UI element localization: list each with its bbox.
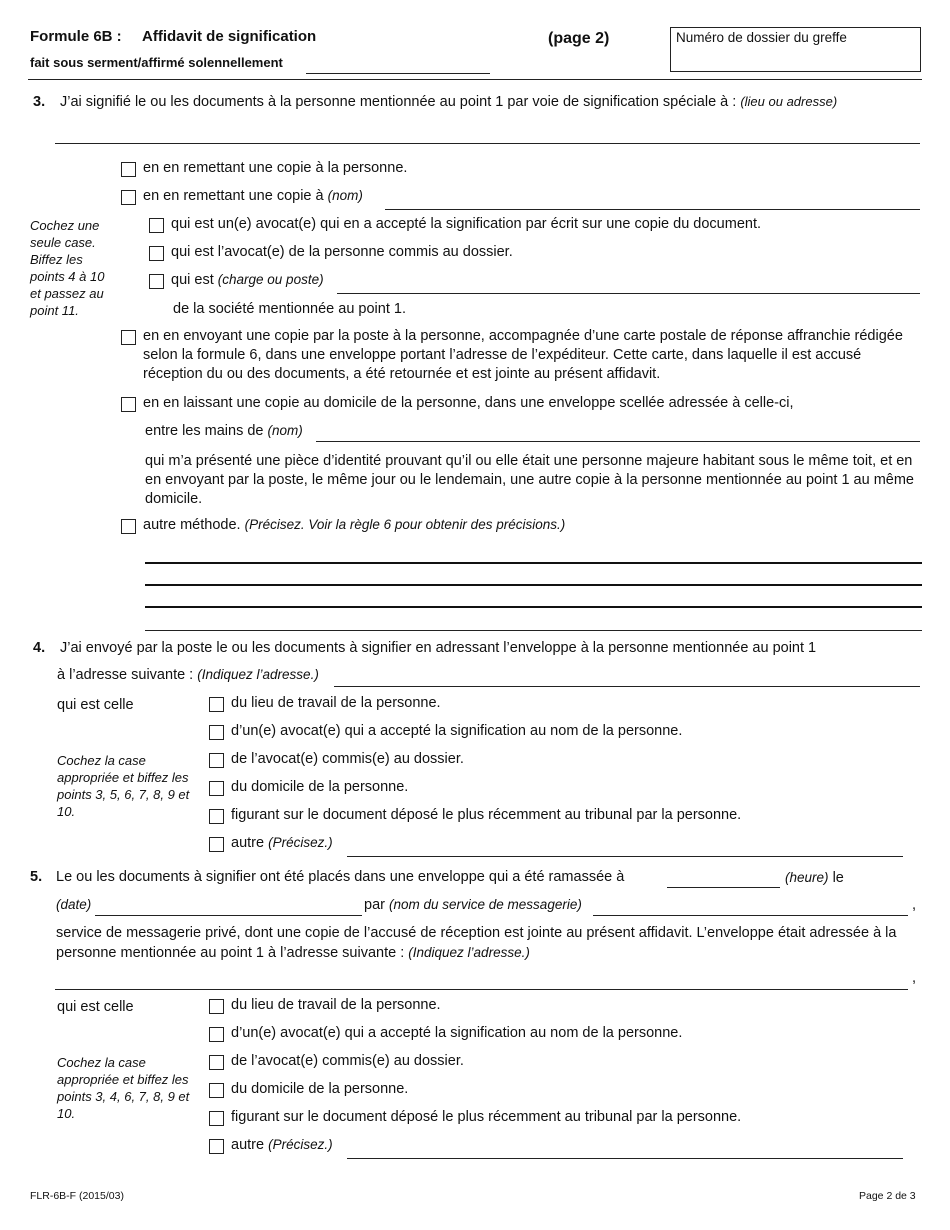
other-method-line-4[interactable] — [145, 630, 922, 631]
checkbox-s5-other[interactable] — [209, 1139, 224, 1154]
section-3-number: 3. — [33, 94, 46, 110]
section-5-address-line[interactable] — [55, 989, 908, 990]
checkbox-s5-lawyer-of-record[interactable] — [209, 1055, 224, 1070]
section-4-address-label: à l’adresse suivante : (Indiquez l’adresse.) — [57, 667, 319, 683]
s4-other-line[interactable] — [347, 856, 903, 857]
section-5-number: 5. — [30, 869, 43, 885]
home-service-paragraph: qui m’a présenté une pièce d’identité prouvant qu’il ou elle était une personne majeure habitant sous le même toit, et en en envoyant par la poste, le même jour ou le lendemain, une autre copie à la personne mentionnée au point 1 au même domicile. — [145, 453, 914, 507]
pickup-hour-line[interactable] — [667, 887, 780, 888]
s4-option-lawyer-accepted: d’un(e) avocat(e) qui a accepté la signification au nom de la personne. — [231, 723, 683, 739]
s5-option-home: du domicile de la personne. — [231, 1081, 409, 1097]
checkbox-s4-workplace[interactable] — [209, 697, 224, 712]
courier-label: par (nom du service de messagerie) — [364, 897, 582, 913]
section-4-side-note: Cochez la case appropriée et biffez les points 3, 5, 6, 7, 8, 9 et 10. — [57, 753, 190, 819]
form-code: FLR-6B-F (2015/03) — [30, 1190, 124, 1202]
section-4-number: 4. — [33, 640, 46, 656]
sub-option-lawyer-accepted: qui est un(e) avocat(e) qui en a accepté la signification par écrit sur une copie du document. — [171, 216, 762, 232]
option-service-to-name: en en remettant une copie à (nom) — [143, 188, 363, 204]
court-file-number-label: Numéro de dossier du greffe — [676, 30, 847, 45]
form-number: Formule 6B : — [30, 28, 122, 45]
checkbox-mail-service[interactable] — [121, 330, 136, 345]
checkbox-personal-service[interactable] — [121, 162, 136, 177]
checkbox-s4-last-filed[interactable] — [209, 809, 224, 824]
position-line[interactable] — [337, 293, 920, 294]
s5-option-last-filed: figurant sur le document déposé le plus récemment au tribunal par la personne. — [231, 1109, 742, 1125]
address-comma: , — [912, 970, 917, 986]
checkbox-s5-workplace[interactable] — [209, 999, 224, 1014]
sub-option-lawyer-of-record: qui est l’avocat(e) de la personne commis au dossier. — [171, 244, 513, 260]
form-title: Affidavit de signification — [142, 28, 317, 45]
s5-other-line[interactable] — [347, 1158, 903, 1159]
option-other-method: autre méthode. (Précisez. Voir la règle 6 pour obtenir des précisions.) — [143, 517, 566, 533]
option-mail-service: en en envoyant une copie par la poste à la personne, accompagnée d’une carte postale de réponse affranchie rédigée selon la formule 6, dans une enveloppe portant l’adresse de l’expéditeur. Cette carte, dans laquelle il est accusé réception du ou des documents, a été retournée et est jointe au présent affidavit. — [143, 328, 903, 382]
service-place-line[interactable] — [55, 143, 920, 144]
section-5-which-is: qui est celle — [57, 999, 134, 1015]
s5-option-other: autre (Précisez.) — [231, 1137, 333, 1153]
s4-option-last-filed: figurant sur le document déposé le plus récemment au tribunal par la personne. — [231, 807, 742, 823]
home-hands-name-line[interactable] — [316, 441, 920, 442]
section-5-intro: Le ou les documents à signifier ont été placés dans une enveloppe qui a été ramassée à — [56, 869, 625, 885]
option-home-service: en en laissant une copie au domicile de la personne, dans une enveloppe scellée adressée à celle-ci, — [143, 395, 794, 411]
home-hands-label: entre les mains de (nom) — [145, 423, 303, 439]
checkbox-position[interactable] — [149, 274, 164, 289]
court-file-number-box[interactable] — [670, 27, 921, 72]
company-line: de la société mentionnée au point 1. — [173, 301, 406, 317]
section-5-paragraph: service de messagerie privé, dont une copie de l’accusé de réception est jointe au présent affidavit. L’enveloppe était adressée à la personne mentionnée au point 1 à l’adresse suivante : (Indiquez l’adresse.) — [56, 925, 897, 961]
oath-signature-line[interactable] — [306, 73, 490, 74]
other-method-line-3[interactable] — [145, 606, 922, 608]
checkbox-home-service[interactable] — [121, 397, 136, 412]
checkbox-service-to-name[interactable] — [121, 190, 136, 205]
section-4-address-line[interactable] — [334, 686, 920, 687]
pickup-date-label: (date) — [56, 897, 92, 912]
courier-name-line[interactable] — [593, 915, 908, 916]
checkbox-lawyer-accepted[interactable] — [149, 218, 164, 233]
s4-option-other: autre (Précisez.) — [231, 835, 333, 851]
other-method-line-2[interactable] — [145, 584, 922, 586]
page-of: Page 2 de 3 — [859, 1190, 916, 1202]
section-3-intro: J’ai signifié le ou les documents à la personne mentionnée au point 1 par voie de signification spéciale à : (lieu ou adresse) — [60, 94, 838, 110]
s5-option-workplace: du lieu de travail de la personne. — [231, 997, 441, 1013]
option-personal-service: en en remettant une copie à la personne. — [143, 160, 408, 176]
page-label: (page 2) — [548, 30, 610, 47]
checkbox-other-method[interactable] — [121, 519, 136, 534]
checkbox-lawyer-of-record[interactable] — [149, 246, 164, 261]
checkbox-s5-lawyer-accepted[interactable] — [209, 1027, 224, 1042]
pickup-hour-label: (heure) le — [785, 870, 844, 886]
oath-subtitle: fait sous serment/affirmé solennellement — [30, 55, 283, 70]
section-4-intro: J’ai envoyé par la poste le ou les documents à signifier en adressant l’enveloppe à la personne mentionnée au point 1 — [60, 640, 817, 656]
service-name-line[interactable] — [385, 209, 920, 210]
checkbox-s4-lawyer-accepted[interactable] — [209, 725, 224, 740]
section-4-which-is: qui est celle — [57, 697, 134, 713]
checkbox-s5-last-filed[interactable] — [209, 1111, 224, 1126]
checkbox-s4-home[interactable] — [209, 781, 224, 796]
section-5-side-note: Cochez la case appropriée et biffez les points 3, 4, 6, 7, 8, 9 et 10. — [57, 1055, 190, 1121]
checkbox-s5-home[interactable] — [209, 1083, 224, 1098]
checkbox-s4-lawyer-of-record[interactable] — [209, 753, 224, 768]
section-3-side-note: Cochez une seule case. Biffez les points 4 à 10 et passez au point 11. — [30, 218, 105, 318]
checkbox-s4-other[interactable] — [209, 837, 224, 852]
s5-option-lawyer-accepted: d’un(e) avocat(e) qui a accepté la signification au nom de la personne. — [231, 1025, 683, 1041]
sub-option-position: qui est (charge ou poste) — [171, 272, 324, 288]
pickup-date-line[interactable] — [95, 915, 362, 916]
other-method-line-1[interactable] — [145, 562, 922, 564]
courier-comma: , — [912, 897, 917, 913]
s4-option-lawyer-of-record: de l’avocat(e) commis(e) au dossier. — [231, 751, 464, 767]
s5-option-lawyer-of-record: de l’avocat(e) commis(e) au dossier. — [231, 1053, 464, 1069]
header-divider — [28, 79, 922, 80]
s4-option-workplace: du lieu de travail de la personne. — [231, 695, 441, 711]
s4-option-home: du domicile de la personne. — [231, 779, 409, 795]
